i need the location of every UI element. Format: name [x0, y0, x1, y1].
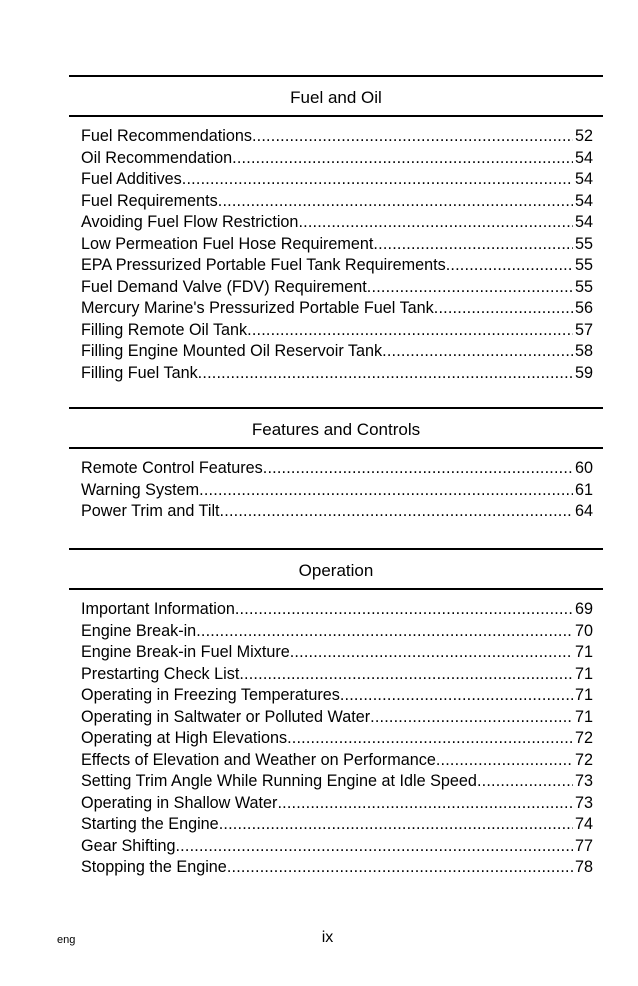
toc-dot-leader [175, 836, 573, 858]
toc-entry[interactable] [81, 728, 593, 750]
toc-dot-leader [436, 750, 573, 772]
toc-dot-leader [434, 298, 573, 320]
toc-entry-page-number: 54 [574, 213, 593, 231]
toc-entry[interactable] [81, 621, 593, 643]
toc-entry-title: Operating in Freezing Temperatures [81, 686, 340, 704]
toc-entry[interactable] [81, 234, 593, 256]
section-heading: Fuel and Oil [290, 88, 382, 107]
toc-entry-page-number: 59 [574, 363, 593, 382]
toc-entry-page-number: 55 [574, 277, 593, 296]
toc-entry-title: Gear Shifting [81, 836, 176, 855]
toc-entry-page-number: 70 [574, 621, 593, 640]
toc-entry-list [69, 599, 603, 879]
toc-entry[interactable] [81, 363, 593, 385]
toc-entry-title: Fuel Recommendations [81, 127, 252, 145]
toc-dot-leader [199, 480, 573, 502]
toc-entry-title: Fuel Demand Valve (FDV) Requirement [81, 277, 367, 296]
toc-entry-page-number: 58 [574, 342, 593, 360]
toc-entry[interactable] [81, 642, 593, 664]
toc-dot-leader [227, 857, 573, 879]
toc-entry-page-number: 72 [574, 729, 593, 747]
toc-entry-title: Low Permeation Fuel Hose Requirement [81, 234, 374, 253]
toc-dot-leader [198, 363, 573, 385]
toc-entry-page-number: 54 [574, 170, 593, 188]
toc-entry[interactable] [81, 480, 593, 502]
toc-dot-leader [382, 341, 573, 363]
toc-entry-title: Important Information [81, 600, 235, 618]
toc-dot-leader [287, 728, 573, 750]
toc-entry-page-number: 73 [574, 793, 593, 812]
toc-dot-leader [252, 126, 573, 148]
toc-entry-page-number: 60 [574, 459, 593, 477]
toc-entry[interactable] [81, 255, 593, 277]
toc-dot-leader [370, 707, 573, 729]
toc-dot-leader [232, 148, 573, 170]
toc-entry[interactable] [81, 277, 593, 299]
toc-entry-title: Operating in Shallow Water [81, 793, 278, 812]
toc-dot-leader [182, 169, 573, 191]
toc-entry[interactable] [81, 664, 593, 686]
toc-dot-leader [373, 234, 573, 256]
toc-section-fuel-and-oil [69, 75, 603, 384]
toc-dot-leader [367, 277, 573, 299]
toc-entry-list [69, 126, 603, 384]
toc-entry-title: Setting Trim Angle While Running Engine at Idle Speed [81, 772, 477, 790]
toc-entry-title: Operating at High Elevations [81, 729, 288, 747]
toc-entry-title: Filling Engine Mounted Oil Reservoir Tank [81, 342, 383, 360]
toc-dot-leader [218, 191, 573, 213]
toc-entry-title: Effects of Elevation and Weather on Performance [81, 750, 436, 769]
toc-dot-leader [290, 642, 573, 664]
toc-entry-title: Filling Remote Oil Tank [81, 320, 248, 339]
toc-entry-title: Fuel Requirements [81, 191, 218, 210]
toc-entry[interactable] [81, 857, 593, 879]
toc-entry[interactable] [81, 599, 593, 621]
toc-entry[interactable] [81, 212, 593, 234]
toc-entry-page-number: 73 [574, 772, 593, 790]
toc-entry-title: Oil Recommendation [81, 148, 233, 167]
toc-entry[interactable] [81, 501, 593, 523]
section-bottom-rule [69, 447, 603, 449]
toc-entry-page-number: 69 [574, 600, 593, 618]
toc-entry-page-number: 52 [574, 127, 593, 145]
toc-entry-page-number: 55 [574, 234, 593, 253]
toc-entry-list [69, 458, 603, 523]
toc-entry-title: Starting the Engine [81, 815, 219, 833]
toc-entry-title: Operating in Saltwater or Polluted Water [81, 707, 371, 726]
toc-entry[interactable] [81, 458, 593, 480]
toc-entry-page-number: 55 [574, 256, 593, 274]
toc-entry-page-number: 71 [574, 707, 593, 726]
section-bottom-rule [69, 588, 603, 590]
toc-entry-title: Avoiding Fuel Flow Restriction [81, 213, 299, 231]
toc-entry-title: Warning System [81, 480, 200, 499]
toc-dot-leader [340, 685, 573, 707]
toc-entry-title: Fuel Additives [81, 170, 182, 188]
toc-entry[interactable] [81, 771, 593, 793]
toc-entry-page-number: 54 [574, 191, 593, 210]
toc-entry-page-number: 78 [574, 858, 593, 876]
toc-entry[interactable] [81, 126, 593, 148]
toc-entry-page-number: 56 [574, 299, 593, 317]
toc-entry-page-number: 61 [574, 480, 593, 499]
toc-entry-title: Prestarting Check List [81, 664, 240, 683]
toc-entry-title: Filling Fuel Tank [81, 363, 198, 382]
toc-entry[interactable] [81, 793, 593, 815]
toc-entry-title: EPA Pressurized Portable Fuel Tank Requirements [81, 256, 446, 274]
toc-entry-title: Stopping the Engine [81, 858, 227, 876]
toc-entry-page-number: 57 [574, 320, 593, 339]
footer-page-number: ix [321, 929, 334, 946]
toc-dot-leader [247, 320, 573, 342]
toc-entry-page-number: 54 [574, 148, 593, 167]
toc-dot-leader [239, 664, 573, 686]
toc-entry[interactable] [81, 814, 593, 836]
toc-section-operation [69, 548, 603, 879]
toc-entry[interactable] [81, 191, 593, 213]
toc-dot-leader [446, 255, 573, 277]
toc-entry[interactable] [81, 707, 593, 729]
toc-entry-page-number: 74 [574, 815, 593, 833]
toc-entry[interactable] [81, 685, 593, 707]
toc-dot-leader [219, 814, 573, 836]
toc-entry-page-number: 71 [574, 643, 593, 661]
toc-entry[interactable] [81, 750, 593, 772]
toc-entry-title: Mercury Marine's Pressurized Portable Fuel Tank [81, 299, 434, 317]
toc-entry[interactable] [81, 320, 593, 342]
toc-dot-leader [220, 501, 573, 523]
footer-language-code: eng [57, 934, 76, 946]
toc-entry-page-number: 71 [574, 664, 593, 683]
toc-entry[interactable] [81, 148, 593, 170]
toc-entry[interactable] [81, 298, 593, 320]
toc-dot-leader [298, 212, 573, 234]
toc-entry-title: Engine Break-in Fuel Mixture [81, 643, 290, 661]
toc-entry[interactable] [81, 836, 593, 858]
toc-entry[interactable] [81, 169, 593, 191]
toc-entry-page-number: 77 [574, 836, 593, 855]
toc-entry-title: Power Trim and Tilt [81, 502, 220, 520]
toc-entry-page-number: 64 [574, 502, 593, 520]
toc-dot-leader [196, 621, 573, 643]
section-heading: Features and Controls [251, 420, 421, 439]
toc-dot-leader [263, 458, 573, 480]
section-heading: Operation [298, 561, 374, 580]
toc-section-features-and-controls [69, 407, 603, 523]
toc-entry-title: Engine Break-in [81, 621, 197, 640]
toc-dot-leader [477, 771, 573, 793]
toc-dot-leader [277, 793, 573, 815]
toc-entry[interactable] [81, 341, 593, 363]
toc-dot-leader [235, 599, 573, 621]
toc-entry-page-number: 72 [574, 750, 593, 769]
toc-entry-page-number: 71 [574, 686, 593, 704]
toc-entry-title: Remote Control Features [81, 459, 263, 477]
section-bottom-rule [69, 115, 603, 117]
